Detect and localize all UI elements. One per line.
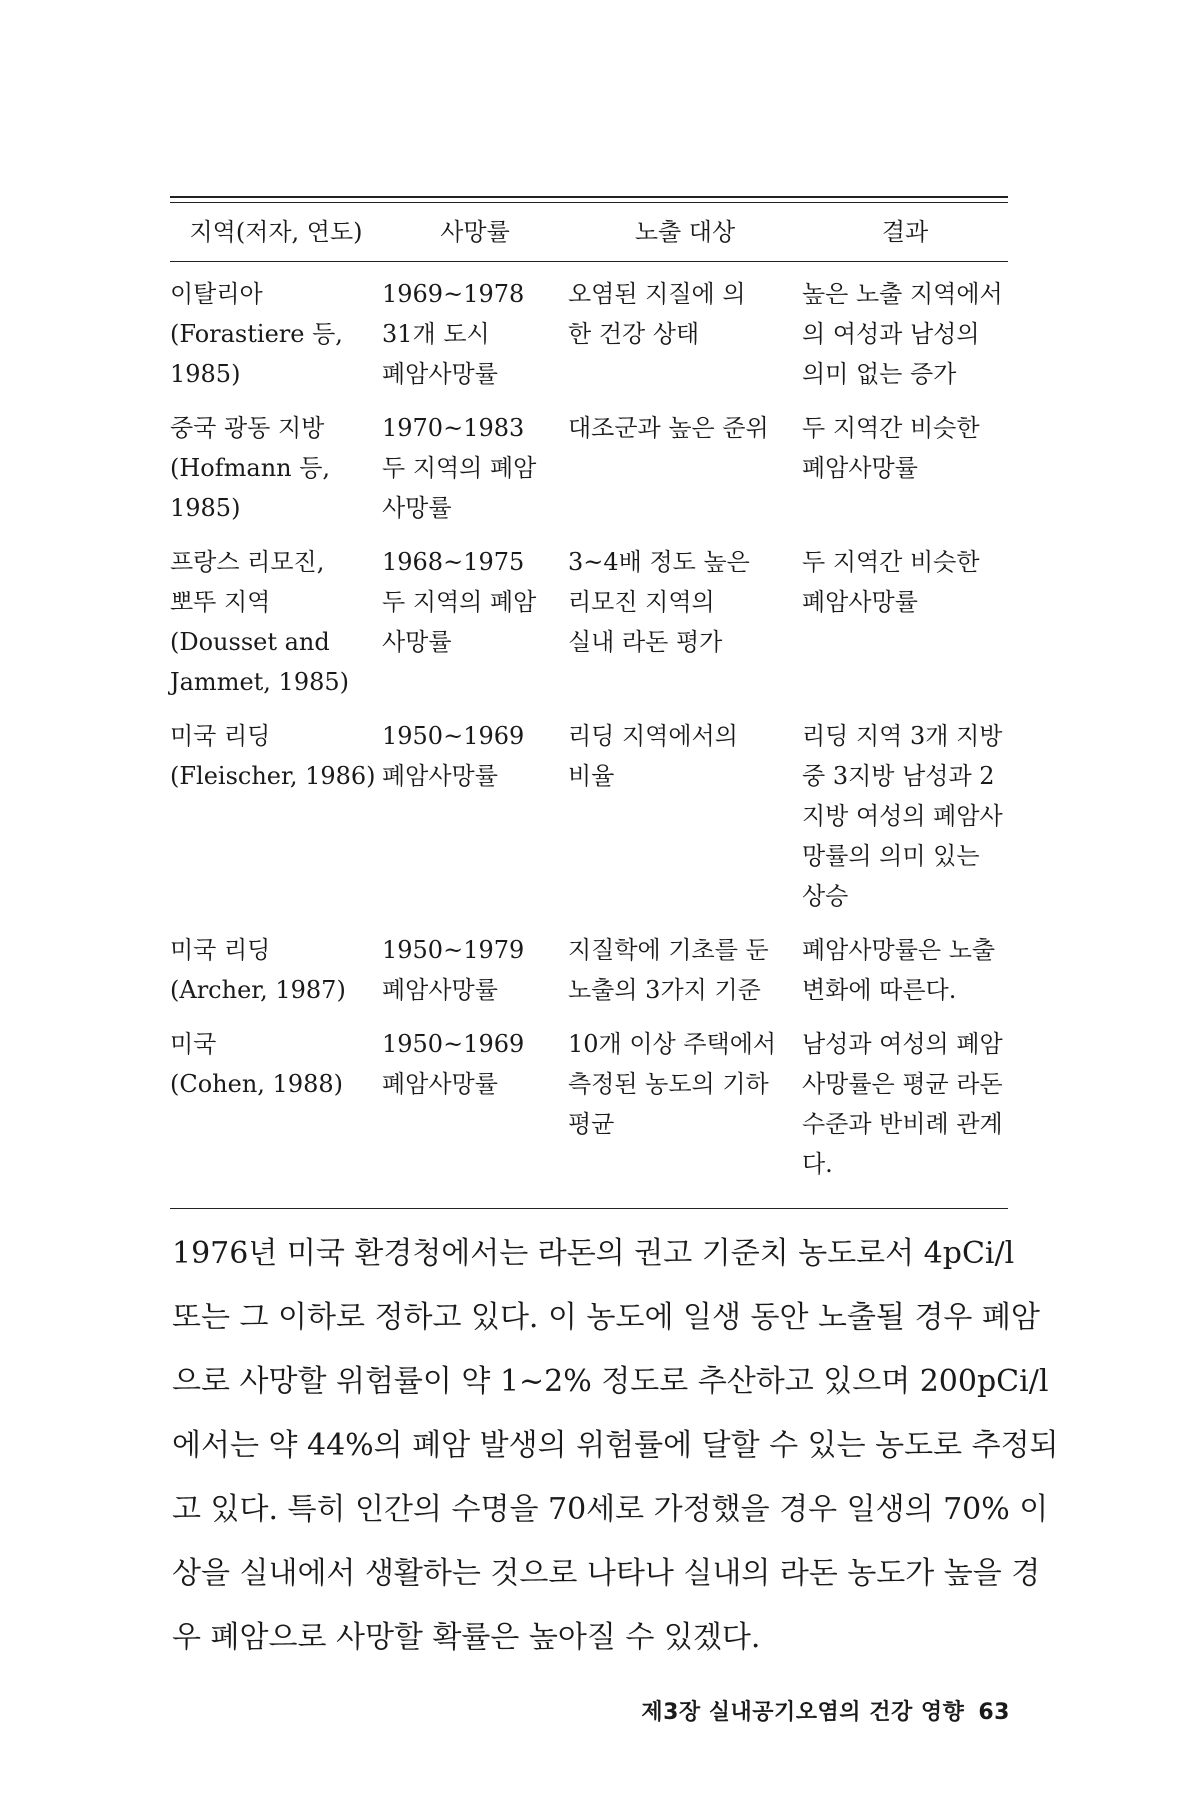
cell-line: 지방 여성의 폐암사	[802, 802, 1003, 830]
table-row	[170, 542, 1008, 716]
cell-region	[170, 930, 382, 1024]
cell-line: 미국	[170, 1030, 217, 1058]
cell-region	[170, 1024, 382, 1198]
cell-line: 1970~1983	[382, 414, 525, 442]
cell-line: 다.	[802, 1150, 833, 1178]
table-bottom-rule	[170, 1208, 1008, 1209]
cell-line: 폐암사망률	[382, 762, 498, 790]
cell-mortality	[382, 930, 568, 1024]
cell-line: 1969~1978	[382, 280, 525, 308]
cell-line: 1950~1979	[382, 936, 525, 964]
cell-line: 1950~1969	[382, 1030, 525, 1058]
header-result: 결과	[881, 218, 929, 246]
cell-line: 폐암사망률	[382, 976, 498, 1004]
cell-region	[170, 716, 382, 930]
cell-result	[802, 408, 1008, 542]
cell-line: 수준과 반비례 관계	[802, 1110, 1003, 1138]
chapter-title: 제3장 실내공기오염의 건강 영향	[641, 1700, 965, 1725]
cell-line: 두 지역간 비슷한	[802, 414, 980, 442]
body-paragraph	[172, 1222, 1059, 1670]
cell-line: 1985)	[170, 494, 241, 522]
cell-line: 미국 리딩	[170, 936, 271, 964]
cell-region	[170, 262, 382, 408]
cell-mortality	[382, 1024, 568, 1198]
cell-exposure	[568, 716, 802, 930]
cell-line: 두 지역간 비슷한	[802, 548, 980, 576]
cell-line: 의 여성과 남성의	[802, 320, 980, 348]
cell-line: 31개 도시	[382, 320, 490, 348]
cell-region	[170, 408, 382, 542]
cell-line: 폐암사망률	[802, 454, 918, 482]
cell-line: (Archer, 1987)	[170, 976, 346, 1004]
cell-line: 폐암사망률	[382, 1070, 498, 1098]
table-row	[170, 930, 1008, 1024]
table-row	[170, 1024, 1008, 1198]
cell-line: 폐암사망률은 노출	[802, 936, 996, 964]
cell-line: 사망률	[382, 494, 452, 522]
cell-line: 폐암사망률	[382, 360, 498, 388]
cell-result	[802, 542, 1008, 716]
cell-line: 상승	[802, 882, 849, 910]
header-exposure: 노출 대상	[634, 218, 736, 246]
cell-line: 평균	[568, 1110, 615, 1138]
cell-line: 비율	[568, 762, 615, 790]
cell-line: 오염된 지질에 의	[568, 280, 746, 308]
cell-line: 리딩 지역에서의	[568, 722, 738, 750]
paragraph-line: 우 폐암으로 사망할 확률은 높아질 수 있겠다.	[172, 1620, 761, 1655]
table-header-row	[170, 203, 1008, 261]
cell-mortality	[382, 542, 568, 716]
cell-mortality	[382, 262, 568, 408]
paragraph-line: 에서는 약 44%의 폐암 발생의 위험률에 달할 수 있는 농도로 추정되	[172, 1428, 1059, 1463]
cell-line: 1968~1975	[382, 548, 525, 576]
cell-line: 한 건강 상태	[568, 320, 700, 348]
cell-mortality	[382, 716, 568, 930]
cell-line: 남성과 여성의 폐암	[802, 1030, 1003, 1058]
cell-line: 변화에 따른다.	[802, 976, 957, 1004]
table-row	[170, 408, 1008, 542]
cell-line: 이탈리아	[170, 280, 263, 308]
cell-line: 중국 광동 지방	[170, 414, 325, 442]
cell-exposure	[568, 930, 802, 1024]
cell-result	[802, 930, 1008, 1024]
header-region: 지역(저자, 연도)	[189, 218, 363, 246]
cell-mortality	[382, 408, 568, 542]
study-data-table	[170, 203, 1008, 1198]
cell-line: 프랑스 리모진,	[170, 548, 325, 576]
paragraph-line: 1976년 미국 환경청에서는 라돈의 권고 기준치 농도로서 4pCi/l	[172, 1236, 1015, 1271]
paragraph-line: 으로 사망할 위험률이 약 1~2% 정도로 추산하고 있으며 200pCi/l	[172, 1364, 1049, 1399]
cell-line: 두 지역의 폐암	[382, 588, 537, 616]
cell-result	[802, 716, 1008, 930]
cell-exposure	[568, 408, 802, 542]
paragraph-line: 상을 실내에서 생활하는 것으로 나타나 실내의 라돈 농도가 높을 경	[172, 1556, 1041, 1591]
table-top-rule	[170, 196, 1008, 203]
cell-result	[802, 262, 1008, 408]
cell-line: 두 지역의 폐암	[382, 454, 537, 482]
study-table	[170, 196, 1008, 1209]
cell-line: 1950~1969	[382, 722, 525, 750]
header-mortality: 사망률	[440, 218, 510, 246]
cell-exposure	[568, 542, 802, 716]
cell-line: 측정된 농도의 기하	[568, 1070, 769, 1098]
cell-line: 미국 리딩	[170, 722, 271, 750]
cell-line: (Fleischer, 1986)	[170, 762, 376, 790]
cell-line: 리딩 지역 3개 지방	[802, 722, 1003, 750]
table-body	[170, 262, 1008, 1198]
cell-exposure	[568, 1024, 802, 1198]
cell-line: 사망률	[382, 628, 452, 656]
cell-line: 높은 노출 지역에서	[802, 280, 1003, 308]
cell-line: (Forastiere 등,	[170, 320, 343, 348]
cell-line: (Cohen, 1988)	[170, 1070, 343, 1098]
cell-line: 의미 없는 증가	[802, 360, 957, 388]
cell-line: (Hofmann 등,	[170, 454, 331, 482]
cell-line: 사망률은 평균 라돈	[802, 1070, 1003, 1098]
cell-exposure	[568, 262, 802, 408]
cell-line: 중 3지방 남성과 2	[802, 762, 995, 790]
cell-region	[170, 542, 382, 716]
paragraph-line: 고 있다. 특히 인간의 수명을 70세로 가정했을 경우 일생의 70% 이	[172, 1492, 1049, 1527]
cell-line: 폐암사망률	[802, 588, 918, 616]
cell-line: 노출의 3가지 기준	[568, 976, 761, 1004]
cell-line: 10개 이상 주택에서	[568, 1030, 777, 1058]
cell-line: (Dousset and	[170, 628, 330, 656]
page-footer	[641, 1695, 1010, 1726]
cell-line: 리모진 지역의	[568, 588, 715, 616]
cell-line: 실내 라돈 평가	[568, 628, 723, 656]
cell-line: 대조군과 높은 준위	[568, 414, 769, 442]
page-number: 63	[978, 1700, 1010, 1725]
cell-line: 뽀뚜 지역	[170, 588, 271, 616]
cell-line: Jammet, 1985)	[170, 668, 349, 696]
table-row	[170, 262, 1008, 408]
cell-line: 3~4배 정도 높은	[568, 548, 750, 576]
cell-line: 1985)	[170, 360, 241, 388]
table-row	[170, 716, 1008, 930]
cell-line: 망률의 의미 있는	[802, 842, 980, 870]
cell-result	[802, 1024, 1008, 1198]
cell-line: 지질학에 기초를 둔	[568, 936, 769, 964]
paragraph-line: 또는 그 이하로 정하고 있다. 이 농도에 일생 동안 노출될 경우 폐암	[172, 1300, 1040, 1335]
